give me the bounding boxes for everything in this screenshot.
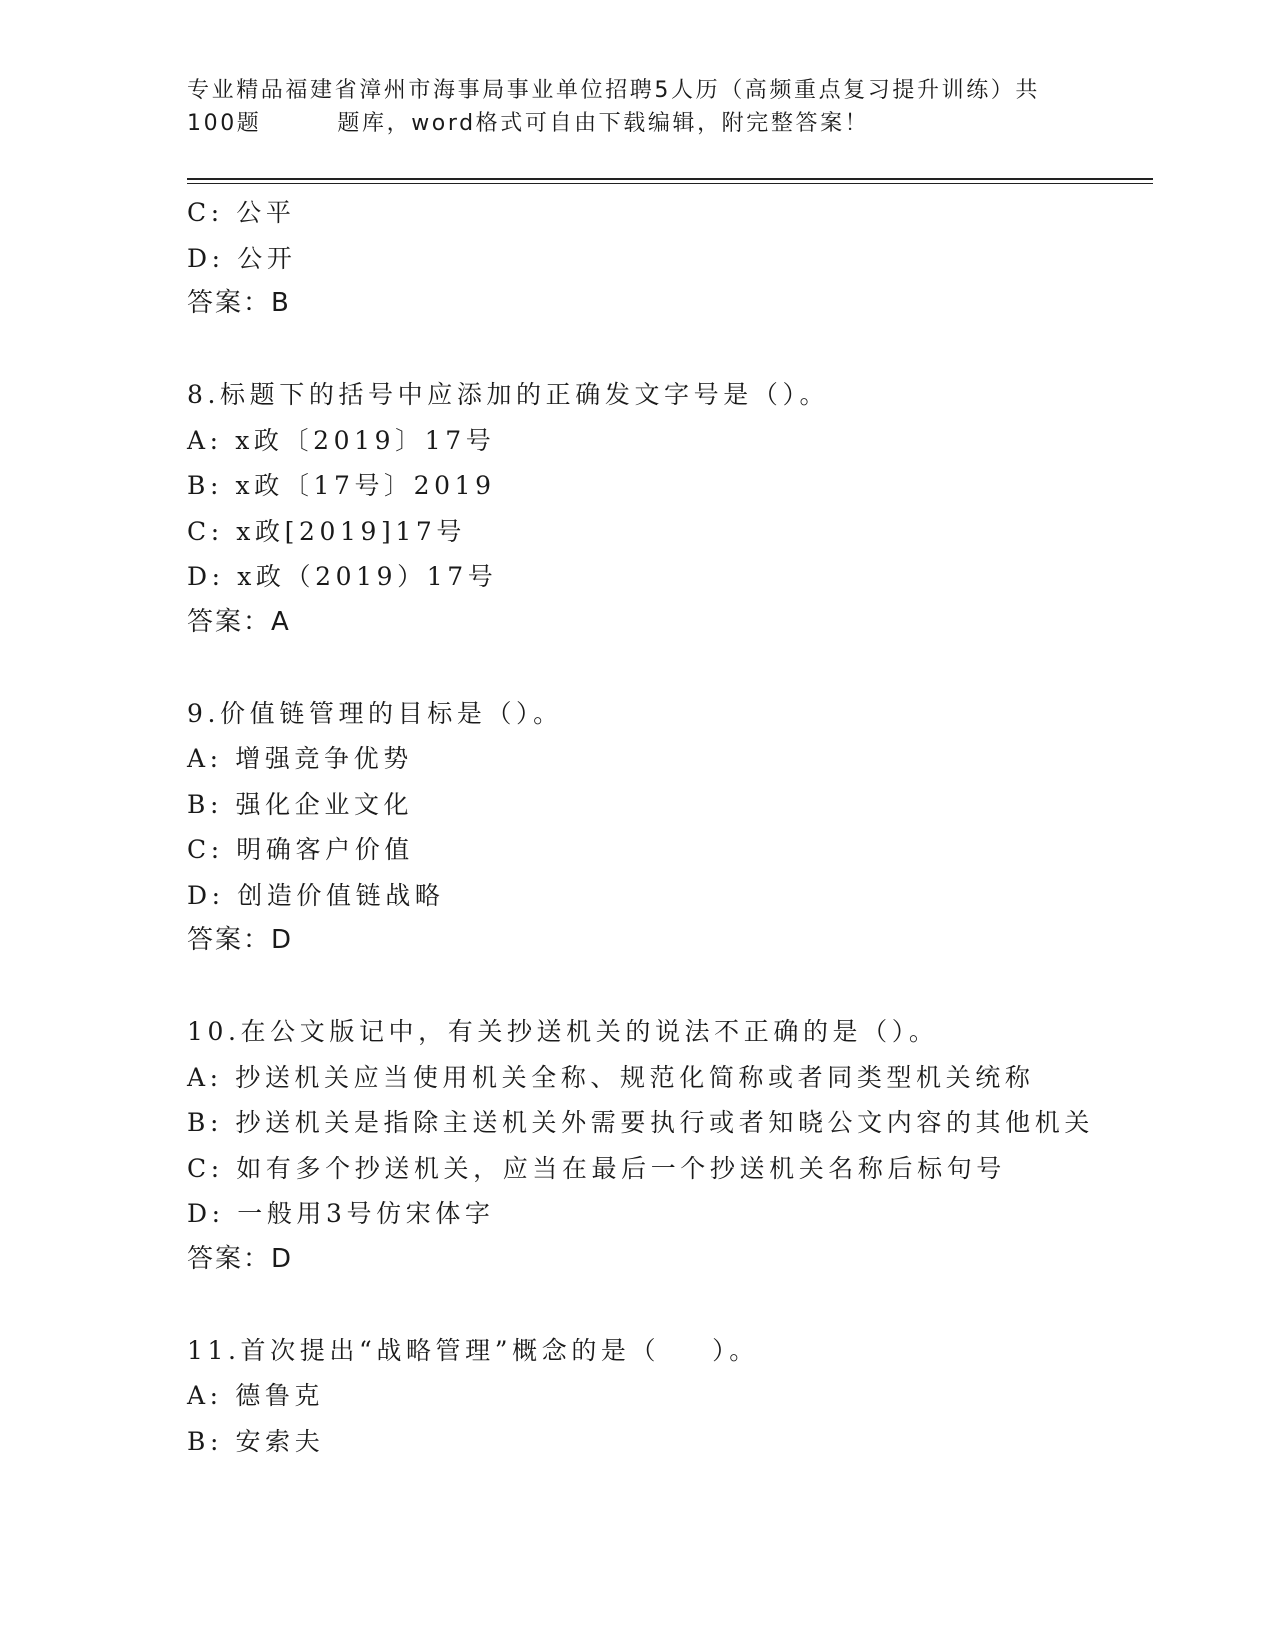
q8-answer: 答案：A xyxy=(187,606,291,637)
header-title-count: 100题 xyxy=(187,111,262,136)
q7-answer: 答案：B xyxy=(187,288,291,318)
q10-option-c: C: 如有多个抄送机关，应当在最后一个抄送机关名称后标句号 xyxy=(187,1153,1006,1183)
q11-option-b: B: 安索夫 xyxy=(187,1426,325,1456)
q11-question-end: ）。 xyxy=(712,1335,759,1365)
q9-option-b: B: 强化企业文化 xyxy=(187,789,414,819)
spacer xyxy=(187,327,1153,373)
document-header xyxy=(187,74,1087,140)
q7-option-c: C: 公平 xyxy=(187,198,296,227)
question-7-tail xyxy=(187,190,1153,327)
question-9 xyxy=(187,691,1153,964)
spacer xyxy=(187,645,1153,691)
q8-option-b: B: x政〔17号〕2019 xyxy=(187,471,496,500)
question-list xyxy=(187,190,1153,1464)
q10-option-b: B: 抄送机关是指除主送机关外需要执行或者知晓公文内容的其他机关 xyxy=(187,1108,1094,1137)
q11-question xyxy=(187,1328,1153,1374)
q10-option-a: A: 抄送机关应当使用机关全称、规范化简称或者同类型机关统称 xyxy=(187,1062,1035,1092)
spacer xyxy=(187,1282,1153,1328)
q8-option-a: A: x政〔2019〕17号 xyxy=(187,425,496,455)
q8-option-d: D: x政（2019）17号 xyxy=(187,562,498,591)
q8-question: 8.标题下的括号中应添加的正确发文字号是（）。 xyxy=(187,380,830,409)
header-title-rest: 题库，word格式可自由下载编辑，附完整答案！ xyxy=(337,111,870,136)
q9-option-a: A: 增强竞争优势 xyxy=(187,744,413,773)
header-divider-thick xyxy=(187,178,1153,180)
header-divider-thin xyxy=(187,183,1153,184)
spacer xyxy=(187,964,1153,1010)
header-title-line-2 xyxy=(187,107,1087,140)
q9-answer: 答案：D xyxy=(187,925,294,955)
header-title-line-1: 专业精品福建省漳州市海事局事业单位招聘5人历（高频重点复习提升训练）共 xyxy=(187,78,1040,103)
q10-question: 10.在公文版记中，有关抄送机关的说法不正确的是（）。 xyxy=(187,1017,939,1046)
q10-option-d: D: 一般用3号仿宋体字 xyxy=(187,1199,495,1228)
q9-question: 9.价值链管理的目标是（）。 xyxy=(187,698,563,728)
question-8 xyxy=(187,372,1153,645)
q11-option-a: A: 德鲁克 xyxy=(187,1381,325,1410)
question-10 xyxy=(187,1009,1153,1282)
question-11 xyxy=(187,1328,1153,1465)
q11-question-start: 11.首次提出“战略管理”概念的是（ xyxy=(187,1335,661,1365)
q9-option-d: D: 创造价值链战略 xyxy=(187,880,445,910)
q10-answer: 答案：D xyxy=(187,1243,294,1274)
q7-option-d: D: 公开 xyxy=(187,243,297,273)
q9-option-c: C: 明确客户价值 xyxy=(187,835,414,864)
q8-option-c: C: x政[2019]17号 xyxy=(187,516,466,546)
